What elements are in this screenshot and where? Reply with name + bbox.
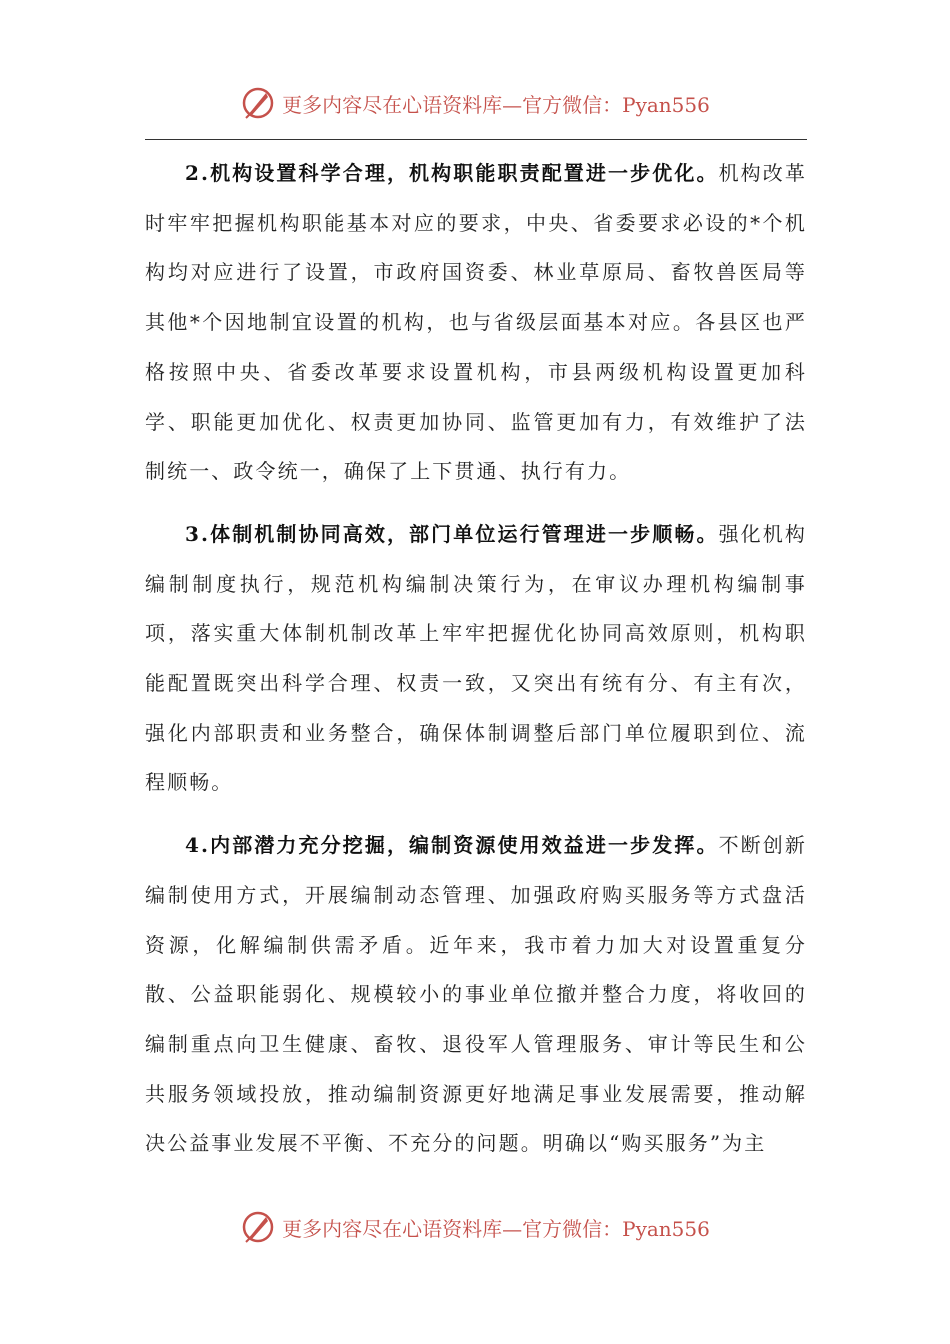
quill-logo-icon (240, 1209, 276, 1245)
footer-banner (0, 1207, 950, 1247)
paragraph (145, 510, 807, 808)
paragraph (145, 149, 807, 497)
paragraph-text: 不断创新编制使用方式，开展编制动态管理、加强政府购买服务等方式盘活资源，化解编制供需矛盾。近年来，我市着力加大对设置重复分散、公益职能弱化、规模较小的事业单位撤并整合力度，将收回的编制重点向卫生健康、畜牧、退役军人管理服务、审计等民生和公共服务领域投放，推动编制资源更好地满足事业发展需要，推动解决公益事业发展不平衡、不充分的问题。明确以“购买服务”为主 (145, 833, 807, 1156)
paragraph-heading: 4.内部潜力充分挖掘，编制资源使用效益进一步发挥。 (185, 833, 719, 858)
paragraph-heading: 2.机构设置科学合理，机构职能职责配置进一步优化。 (185, 161, 719, 185)
header-banner (0, 83, 950, 123)
paragraph-text: 强化机构编制制度执行，规范机构编制决策行为，在审议办理机构编制事项，落实重大体制机制改革上牢牢把握优化协同高效原则，机构职能配置既突出科学合理、权责一致，又突出有统有分、有主有次，强化内部职责和业务整合，确保体制调整后部门单位履职到位、流程顺畅。 (145, 521, 807, 795)
document-body (145, 149, 807, 1182)
paragraph-text: 机构改革时牢牢把握机构职能基本对应的要求，中央、省委要求必设的*个机构均对应进行了设置，市政府国资委、林业草原局、畜牧兽医局等其他*个因地制宜设置的机构，也与省级层面基本对应。各县区也严格按照中央、省委改革要求设置机构，市县两级机构设置更加科学、职能更加优化、权责更加协同、监管更加有力，有效维护了法制统一、政令统一，确保了上下贯通、执行有力。 (145, 161, 807, 484)
header-banner-text: 更多内容尽在心语资料库—官方微信：Pyan556 (282, 92, 710, 117)
quill-logo-icon (240, 85, 276, 121)
footer-banner-text: 更多内容尽在心语资料库—官方微信：Pyan556 (282, 1216, 710, 1241)
paragraph-heading: 3.体制机制协同高效，部门单位运行管理进一步顺畅。 (185, 521, 719, 546)
header-divider (145, 139, 807, 140)
paragraph (145, 821, 807, 1169)
